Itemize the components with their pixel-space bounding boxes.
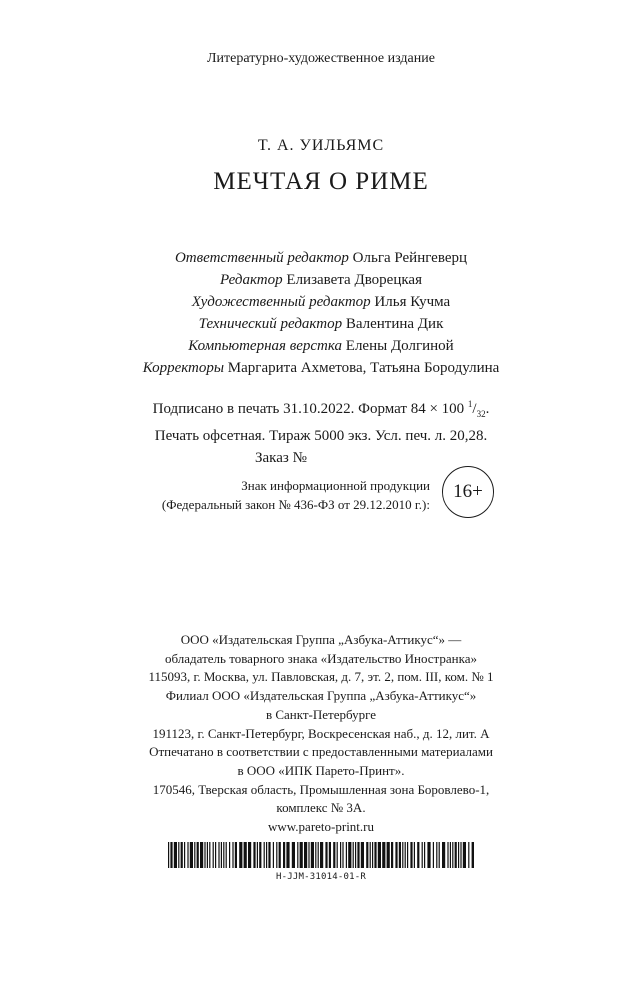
credit-role: Ответственный редактор: [174, 250, 349, 266]
barcode-bar: [187, 842, 188, 868]
barcode-bar: [300, 842, 303, 868]
barcode-bar: [374, 842, 376, 868]
barcode-code: H-JJM-31014-01-R: [276, 872, 366, 882]
credit-role: Компьютерная верстка: [188, 338, 343, 354]
barcode-bar: [194, 842, 195, 868]
barcode-bar: [378, 842, 381, 868]
barcode-bar: [279, 842, 281, 868]
barcode-bar: [436, 842, 437, 868]
credit-role: Технический редактор: [198, 316, 343, 332]
credit-line: [0, 247, 642, 269]
publisher-info: [0, 631, 642, 837]
barcode-bar: [340, 842, 341, 868]
barcode-bar: [315, 842, 316, 868]
barcode-bar: [329, 842, 331, 868]
barcode-bar: [292, 842, 295, 868]
barcode-bar: [190, 842, 193, 868]
barcode-bar: [178, 842, 179, 868]
barcode-bar: [209, 842, 210, 868]
barcode-bar: [455, 842, 457, 868]
barcode-graphic: [168, 842, 474, 868]
barcode-bar: [304, 842, 307, 868]
barcode-bar: [204, 842, 205, 868]
barcode-bar: [463, 842, 466, 868]
barcode-bar: [200, 842, 203, 868]
barcode-bar: [229, 842, 230, 868]
credit-person: Ольга Рейнгеверц: [352, 250, 468, 266]
barcode-bar: [286, 842, 289, 868]
publisher-line: в Санкт-Петербурге: [265, 706, 377, 722]
barcode-bar: [342, 842, 343, 868]
publisher-line: 170546, Тверская область, Промышленная зона Боровлево-1,: [152, 781, 490, 797]
age-rating-badge: 16+: [442, 466, 494, 518]
barcode-bar: [450, 842, 451, 868]
barcode-bar: [207, 842, 208, 868]
barcode-bar: [181, 842, 183, 868]
credit-role: Корректоры: [142, 360, 225, 376]
barcode-bar: [248, 842, 251, 868]
barcode-bar: [226, 842, 227, 868]
barcode-bar: [197, 842, 199, 868]
barcode-bar: [259, 842, 261, 868]
barcode-bar: [355, 842, 356, 868]
barcode-bar: [439, 842, 440, 868]
publisher-line: обладатель товарного знака «Издательство Иностранка»: [164, 650, 478, 666]
barcode-bar: [170, 842, 172, 868]
barcode-bar: [333, 842, 335, 868]
barcode-bar: [402, 842, 403, 868]
barcode-bar: [433, 842, 434, 868]
credit-line: [0, 335, 642, 357]
barcode-bar: [422, 842, 423, 868]
info-mark-text: Знак информационной продукции (Федеральный закон № 436-ФЗ от 29.12.2010 г.):: [161, 478, 430, 512]
barcode-bar: [283, 842, 285, 868]
publisher-line: комплекс № 3А.: [276, 800, 366, 816]
credit-person: Елизавета Дворецкая: [286, 272, 422, 288]
publisher-line: Отпечатано в соответствии с предоставленными материалами: [149, 744, 493, 760]
credit-line: [0, 357, 642, 379]
barcode-bar: [410, 842, 412, 868]
barcode-bar: [472, 842, 474, 868]
credit-role: Редактор: [220, 272, 283, 288]
publisher-line: 191123, г. Санкт-Петербург, Воскресенская наб., д. 12, лит. А: [152, 725, 490, 741]
barcode-bar: [372, 842, 373, 868]
barcode-bar: [391, 842, 393, 868]
barcode-bar: [387, 842, 390, 868]
barcode-bar: [218, 842, 219, 868]
barcode-bar: [407, 842, 408, 868]
printing-line-2: Печать офсетная. Тираж 5000 экз. Усл. печ. л. 20,28.: [154, 428, 488, 444]
publisher-line: ООО «Издательская Группа „Азбука-Аттикус“» —: [180, 632, 462, 647]
barcode-bar: [266, 842, 267, 868]
barcode-bar: [417, 842, 419, 868]
barcode-bar: [353, 842, 354, 868]
barcode-bar: [468, 842, 469, 868]
barcode-bar: [276, 842, 277, 868]
barcode-bar: [452, 842, 453, 868]
barcode-bar: [337, 842, 338, 868]
barcode-bar: [232, 842, 233, 868]
barcode-bar: [424, 842, 425, 868]
credit-person: Илья Кучма: [374, 294, 451, 310]
publisher-line: Филиал ООО «Издательская Группа „Азбука-Аттикус“»: [165, 688, 477, 704]
barcode-bar: [308, 842, 309, 868]
barcode-bar: [223, 842, 224, 868]
barcode-bar: [215, 842, 216, 868]
barcode-bar: [442, 842, 445, 868]
book-title: МЕЧТАЯ О РИМЕ: [213, 168, 429, 195]
barcode-bar: [184, 842, 185, 868]
barcode-bar: [297, 842, 298, 868]
author-name: Т. А. УИЛЬЯМС: [257, 137, 385, 154]
barcode-bar: [268, 842, 270, 868]
barcode-bar: [427, 842, 430, 868]
barcode-bar: [213, 842, 214, 868]
printing-info: [0, 393, 642, 469]
barcode-bar: [366, 842, 368, 868]
credit-line: [0, 313, 642, 335]
credits-block: [0, 247, 642, 379]
barcode-bar: [168, 842, 169, 868]
barcode-bar: [405, 842, 406, 868]
barcode-bar: [174, 842, 177, 868]
barcode-bar: [361, 842, 364, 868]
barcode-bar: [414, 842, 415, 868]
publisher-website: www.pareto-print.ru: [267, 819, 374, 835]
barcode-bar: [244, 842, 247, 868]
printing-line-1: Подписано в печать 31.10.2022. Формат 84 × 100 $^1/_{32}$.: [152, 399, 490, 419]
barcode-bar: [235, 842, 237, 868]
credit-person: Елены Долгиной: [345, 338, 454, 354]
barcode-bar: [458, 842, 459, 868]
order-label: Заказ №: [255, 450, 307, 466]
printing-line-3: [0, 447, 642, 469]
barcode-bar: [221, 842, 222, 868]
barcode-bar: [264, 842, 265, 868]
publisher-line: в ООО «ИПК Парето-Принт».: [237, 762, 405, 778]
credit-role: Художественный редактор: [191, 294, 371, 310]
barcode-bar: [253, 842, 255, 868]
publisher-line: 115093, г. Москва, ул. Павловская, д. 7, эт. 2, пом. III, ком. № 1: [148, 669, 494, 685]
barcode-bar: [257, 842, 258, 868]
barcode-bar: [273, 842, 274, 868]
credit-line: [0, 269, 642, 291]
credit-person: Маргарита Ахметова, Татьяна Бородулина: [227, 360, 500, 376]
barcode-bar: [320, 842, 323, 868]
credit-line: [0, 291, 642, 313]
fraction-numerator: 1: [467, 399, 473, 409]
barcode-bar: [239, 842, 242, 868]
genre-label: Литературно-художественное издание: [207, 51, 435, 66]
barcode-bar: [460, 842, 461, 868]
barcode-bar: [318, 842, 319, 868]
barcode-bar: [447, 842, 448, 868]
barcode-bar: [357, 842, 359, 868]
barcode-bar: [346, 842, 347, 868]
barcode-bar: [370, 842, 371, 868]
fraction-denominator: 32: [476, 409, 486, 419]
barcode-bar: [348, 842, 351, 868]
barcode-bar: [399, 842, 401, 868]
barcode-bar: [395, 842, 397, 868]
barcode-bar: [311, 842, 314, 868]
barcode-bar: [325, 842, 327, 868]
barcode-bar: [382, 842, 385, 868]
credit-person: Валентина Дик: [345, 316, 444, 332]
